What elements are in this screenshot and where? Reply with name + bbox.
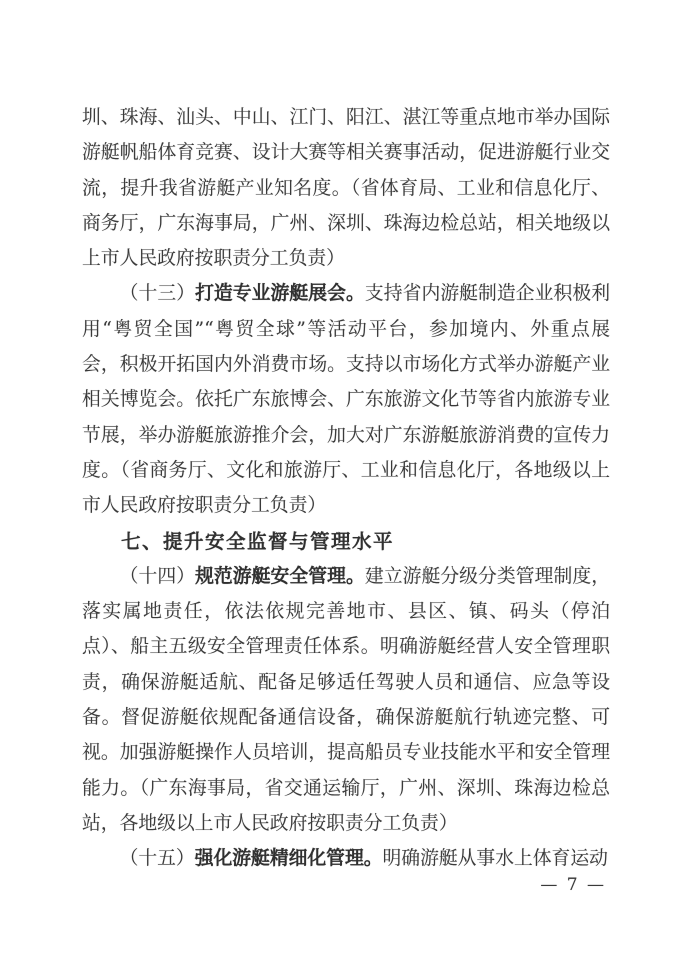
text-run: 度。（省商务厅、文化和旅游厅、工业和信息化厅，各地级以上 — [82, 459, 610, 481]
text-run: 会，积极开拓国内外消费市场。支持以市场化方式举办游艇产业 — [82, 354, 610, 376]
text-line — [82, 241, 610, 276]
text-run: （十四） — [119, 565, 196, 587]
text-run: 节展，举办游艇旅游推介会，加大对广东游艇旅游消费的宣传力 — [82, 424, 610, 446]
text-line — [82, 347, 610, 382]
text-run: 明确游艇从事水上体育运动 — [382, 848, 608, 870]
text-run: 游艇帆船体育竞赛、设计大赛等相关赛事活动，促进游艇行业交 — [82, 142, 610, 164]
text-line — [82, 559, 610, 594]
text-line — [82, 665, 610, 700]
text-run: 能力。（广东海事局，省交通运输厅，广州、深圳、珠海边检总 — [82, 777, 610, 799]
text-line — [82, 382, 610, 417]
text-run: 责，确保游艇适航、配备足够适任驾驶人员和通信、应急等设 — [82, 671, 610, 693]
text-run: 圳、珠海、汕头、中山、江门、阳江、湛江等重点地市举办国际 — [82, 107, 610, 128]
document-body — [82, 100, 610, 877]
text-line — [82, 135, 610, 170]
text-line — [82, 629, 610, 664]
text-run: 流，提升我省游艇产业知名度。（省体育局、工业和信息化厅、 — [82, 177, 610, 199]
text-line — [82, 171, 610, 206]
text-line — [82, 488, 610, 523]
text-line — [82, 276, 610, 311]
emphasis-run: 强化游艇精细化管理。 — [194, 847, 383, 870]
text-run: 上市人民政府按职责分工负责） — [82, 248, 345, 270]
emphasis-run: 打造专业游艇展会。 — [195, 282, 365, 305]
emphasis-run: 规范游艇安全管理。 — [195, 564, 365, 587]
text-run: 备。督促游艇依规配备通信设备，确保游艇航行轨迹完整、可 — [82, 707, 610, 729]
text-line — [82, 594, 610, 629]
para-item-15 — [82, 841, 610, 876]
text-run: 支持省内游艇制造企业积极利 — [364, 283, 610, 305]
para-continuation — [82, 100, 610, 276]
text-line — [82, 524, 610, 559]
page-number: — 7 — — [540, 875, 606, 895]
text-line — [82, 453, 610, 488]
text-line — [82, 735, 610, 770]
text-run: 视。加强游艇操作人员培训，提高船员专业技能水平和安全管理 — [82, 742, 610, 764]
text-line — [82, 771, 610, 806]
text-run: （十三） — [119, 283, 196, 305]
text-run: 点）、船主五级安全管理责任体系。明确游艇经营人安全管理职 — [82, 636, 610, 658]
text-line — [82, 841, 610, 876]
text-line — [82, 806, 610, 841]
text-line — [82, 100, 610, 135]
text-line — [82, 700, 610, 735]
text-run: 相关博览会。依托广东旅博会、广东旅游文化节等省内旅游专业 — [82, 389, 610, 411]
text-run: （十五） — [119, 848, 195, 870]
text-line — [82, 312, 610, 347]
text-run: 落实属地责任，依法依规完善地市、县区、镇、码头（停泊 — [82, 601, 610, 623]
section-heading-7 — [82, 524, 610, 559]
text-run: 商务厅，广东海事局，广州、深圳、珠海边检总站，相关地级以 — [82, 212, 610, 234]
text-run: 用“粤贸全国”“粤贸全球”等活动平台，参加境内、外重点展 — [82, 318, 610, 340]
para-item-14 — [82, 559, 610, 841]
text-run: 站，各地级以上市人民政府按职责分工负责） — [82, 812, 458, 834]
text-line — [82, 206, 610, 241]
text-run: 建立游艇分级分类管理制度， — [364, 565, 610, 587]
text-run: 市人民政府按职责分工负责） — [82, 495, 327, 517]
para-item-13 — [82, 276, 610, 523]
emphasis-run: 七、提升安全监督与管理水平 — [121, 529, 395, 553]
text-line — [82, 418, 610, 453]
